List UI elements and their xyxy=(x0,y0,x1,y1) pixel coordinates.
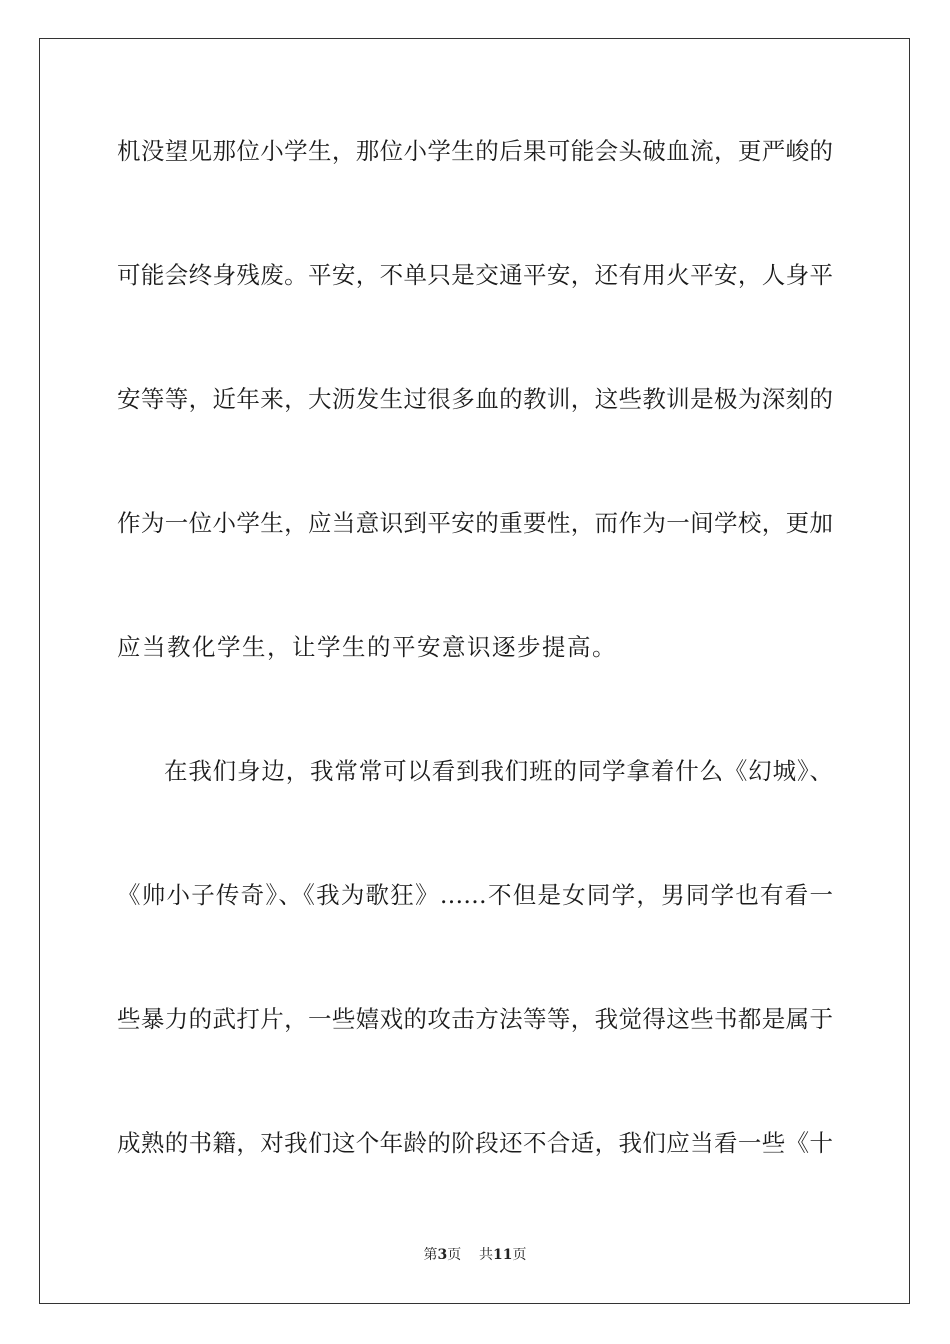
total-prefix: 共 xyxy=(479,1247,494,1263)
current-page-number: 3 xyxy=(437,1247,448,1263)
page-prefix: 第 xyxy=(423,1247,438,1263)
page-footer xyxy=(0,1245,950,1265)
body-text-line: 应当教化学生，让学生的平安意识逐步提高。 xyxy=(117,633,617,661)
body-text-line: 可能会终身残废。平安，不单只是交通平安，还有用火平安，人身平 xyxy=(117,261,833,289)
body-text-line: 成熟的书籍，对我们这个年龄的阶段还不合适，我们应当看一些《十 xyxy=(117,1129,833,1157)
total-pages-number: 11 xyxy=(493,1247,513,1263)
total-suffix: 页 xyxy=(512,1247,527,1263)
body-text-line: 作为一位小学生，应当意识到平安的重要性，而作为一间学校，更加 xyxy=(117,509,833,537)
page-border xyxy=(39,38,910,1304)
body-text-line: 安等等，近年来，大沥发生过很多血的教训，这些教训是极为深刻的 xyxy=(117,385,833,413)
paragraph-first-line: 在我们身边，我常常可以看到我们班的同学拿着什么《幻城》、 xyxy=(164,757,833,785)
body-text-line: 机没望见那位小学生，那位小学生的后果可能会头破血流，更严峻的 xyxy=(117,137,833,165)
body-text-line: 《帅小子传奇》、《我为歌狂》……不但是女同学，男同学也有看一 xyxy=(117,881,833,909)
page-suffix: 页 xyxy=(447,1247,462,1263)
body-text-line: 些暴力的武打片，一些嬉戏的攻击方法等等，我觉得这些书都是属于 xyxy=(117,1005,833,1033)
